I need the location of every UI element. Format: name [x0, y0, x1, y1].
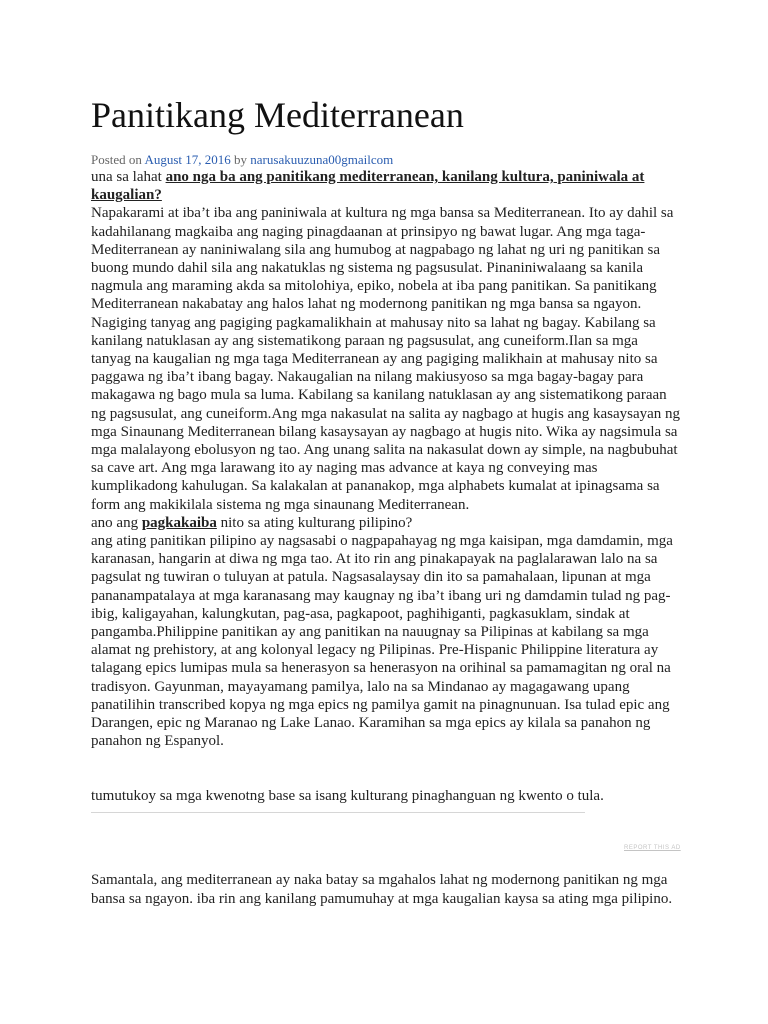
report-ad-link[interactable]: REPORT THIS AD [624, 845, 681, 851]
post-meta [91, 152, 393, 168]
posted-on-label: Posted on [91, 152, 142, 167]
question-2-suffix: nito sa ating kulturang pilipino? [220, 514, 413, 531]
question-1-prefix: una sa lahat [91, 169, 162, 185]
question-2 [91, 514, 681, 532]
question-1 [91, 168, 681, 204]
ad-divider [91, 812, 585, 813]
post-body [91, 168, 681, 805]
question-2-prefix: ano ang [91, 514, 139, 531]
closing-paragraph: tumutukoy sa mga kwenotng base sa isang kulturang pinaghanguan ng kwento o tula. [91, 787, 604, 804]
question-1-link[interactable]: ano nga ba ang panitikang mediterranean, kanilang kultura, paniniwala at kaugalian? [91, 169, 645, 204]
post-title: Panitikang Mediterranean [91, 95, 464, 135]
footer-paragraph: Samantala, ang mediterranean ay naka batay sa mgahalos lahat ng modernong panitikan ng mga bansa sa ngayon. iba rin ang kanilang pamumuhay at mga kaugalian kaysa sa ating mga pilipino. [91, 872, 673, 907]
author-link[interactable]: narusakuuzuna00gmailcom [250, 152, 394, 167]
paragraph-gap [91, 751, 681, 787]
answer-1: Napakarami at iba’t iba ang paniniwala at kultura ng mga bansa sa Mediterranean. Ito ay dahil sa kadahilanang magkaiba ang naging pinagdaanan at prinsipyo ng bawat lugar. Ang mga taga-Mediterranean ay naniniwalang sila ang humubog at nagpabago ng lahat ng uri ng panitikan sa buong mundo dahil sila ang nakatuklas ng sistema ng pagsusulat. Pinaniniwalaang sa kanila nagmula ang maraming akda sa mitolohiya, epiko, nobela at iba pang panitikan. Sa panitikang Mediterranean nakabatay ang halos lahat ng modernong panitikan ng mga bansa sa ngayon. Nagiging tanyag ang pagiging pagkamalikhain at mahusay nito sa lahat ng bagay. Kabilang sa kanilang natuklasan ay ang sistematikong paraan ng pagsusulat, ang cuneiform.Ilan sa mga tanyag na kaugalian ng mga taga Mediterranean ay ang pagiging malikhain at mahusay nito sa paggawa ng iba’t ibang bagay. Nakaugalian na nilang makiusyoso sa mga bagay-bagay para makagawa ng bago mula sa luma. Kabilang sa kanilang natuklasan ay ang sistematikong paraan ng pagsusulat, ang cuneiform.Ang mga nakasulat na salita ay nagbago at hugis ang kasaysayan ng mga Sinaunang Mediterranean bilang kasaysayan ay nagbago at hugis nito. Wika ay nagsimula sa mga malalayong ebolusyon ng tao. Ang unang salita na nakasulat down ay simple, na nagbubuhat sa cave art. Ang mga larawang ito ay naging mas advance at kaya ng conveying mas kumplikadong kahulugan. Sa kalakalan at pananakop, mga alphabets kumalat at ipinagsama sa form ang makikilala sistema ng mga sinaunang Mediterranean. [91, 205, 681, 513]
post-date-link[interactable]: August 17, 2016 [144, 152, 231, 167]
by-label: by [234, 152, 248, 167]
answer-2: ang ating panitikan pilipino ay nagsasabi o nagpapahayag ng mga kaisipan, mga damdamin, mga karanasan, hangarin at diwa ng mga tao. At ito rin ang pinakapayak na paglalarawan lalo na sa pagsulat ng tuwiran o tuluyan at patula. Nagsasalaysay din ito sa pamahalaan, lipunan at mga pananampatalaya at mga karanasang may kaugnay ng iba’t ibang uri ng damdamin tulad ng pag-ibig, kaligayahan, kalungkutan, pag-asa, pagkapoot, paghihiganti, pagkasuklam, sindak at pangamba.Philippine panitikan ay ang panitikan na nauugnay sa Pilipinas at kabilang sa mga alamat ng prehistory, at ang kolonyal legacy ng Pilipinas. Pre-Hispanic Philippine literatura ay talagang epics lumipas mula sa henerasyon sa henerasyon na orihinal sa pamamagitan ng oral na tradisyon. Gayunman, mayayamang pamilya, lalo na sa Mindanao ay magagawang upang panatilihin transcribed kopya ng mga epics ng pamilya gamit na pinagnunuan. Isa tulad epic ang Darangen, epic ng Maranao ng Lake Lanao. Karamihan sa mga epics ay kilala sa panahon ng panahon ng Espanyol. [91, 533, 673, 750]
question-2-keyword-link[interactable]: pagkakaiba [141, 514, 217, 531]
